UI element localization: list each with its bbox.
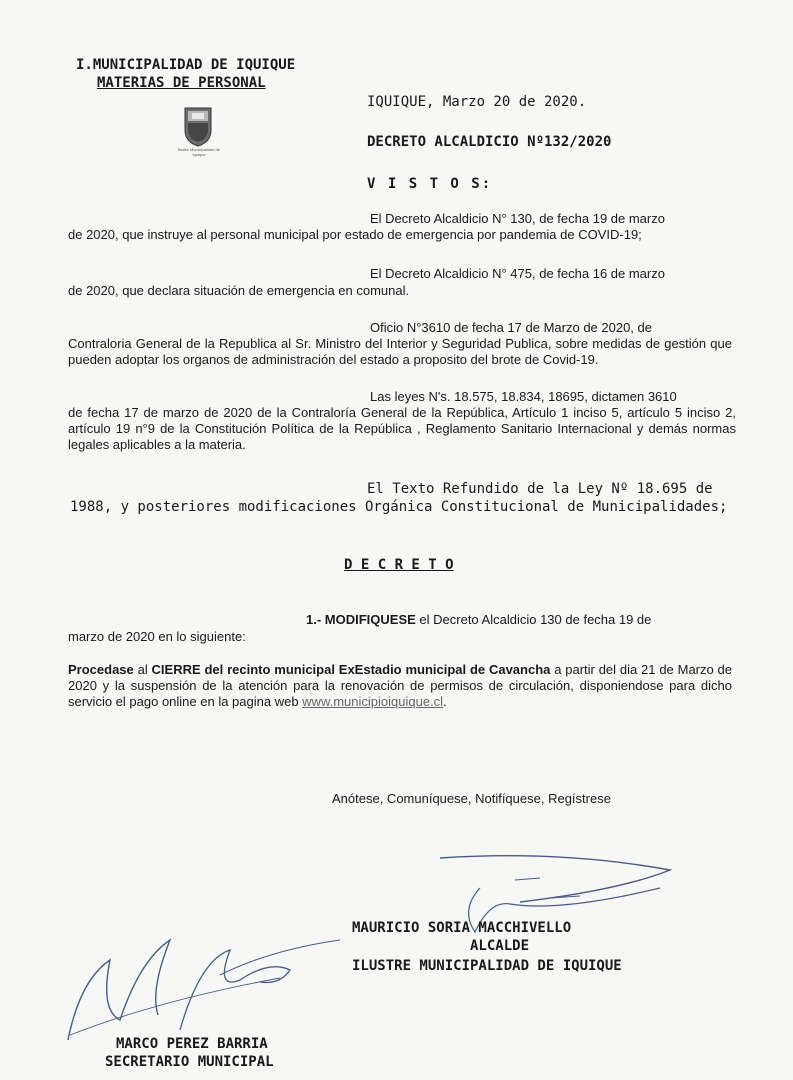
article1-first-line bbox=[306, 612, 651, 628]
article1-second-line: marzo de 2020 en lo siguiente: bbox=[68, 629, 246, 644]
procedase-closure-bold: CIERRE del recinto municipal ExEstadio municipal de Cavancha bbox=[151, 662, 551, 677]
procedase-paragraph bbox=[68, 662, 732, 710]
decree-number: DECRETO ALCALDICIO Nº132/2020 bbox=[367, 134, 612, 150]
vistos-p2-first-line: El Decreto Alcaldicio N° 475, de fecha 16 de marzo bbox=[370, 266, 665, 281]
procedase-text-1: al bbox=[133, 662, 152, 677]
vistos-p4-first-line: Las leyes N's. 18.575, 18.834, 18695, dictamen 3610 bbox=[370, 389, 677, 404]
vistos-heading: V I S T O S: bbox=[367, 176, 493, 192]
procedase-text-2: a partir del dia 21 de Marzo de 2020 y la suspensión de la atención para la renovación de permisos de circulación, disponiendose para dicho servicio el pago online en la pagina web bbox=[68, 662, 733, 709]
vistos-p5-rest: 1988, y posteriores modificaciones Orgánica Constitucional de Municipalidades; bbox=[70, 499, 728, 515]
mayor-title: ALCALDE bbox=[470, 938, 530, 954]
vistos-p5-first-line: El Texto Refundido de la Ley Nº 18.695 de bbox=[367, 481, 713, 497]
vistos-p2-rest: de 2020, que declara situación de emergencia en comunal. bbox=[68, 283, 410, 298]
secretary-signature bbox=[40, 920, 360, 1050]
vistos-p3-first-line: Oficio N°3610 de fecha 17 de Marzo de 2020, de bbox=[370, 320, 652, 335]
place-date: IQUIQUE, Marzo 20 de 2020. bbox=[367, 94, 587, 110]
vistos-p1-first-line: El Decreto Alcaldicio N° 130, de fecha 19 de marzo bbox=[370, 211, 665, 226]
secretary-title: SECRETARIO MUNICIPAL bbox=[105, 1054, 274, 1070]
procedase-end: . bbox=[443, 694, 447, 709]
procedase-lead: Procedase bbox=[68, 662, 134, 677]
department-name: MATERIAS DE PERSONAL bbox=[97, 75, 266, 91]
municipality-website-link[interactable]: www.municipioiquique.cl bbox=[302, 694, 444, 709]
institution-name: I.MUNICIPALIDAD DE IQUIQUE bbox=[76, 57, 296, 73]
seal-caption: Ilustre Municipalidad de Iquique bbox=[177, 147, 221, 157]
article1-label: 1.- MODIFIQUESE bbox=[306, 612, 416, 627]
vistos-p3-rest: Contraloria General de la Republica al Sr. Ministro del Interior y Seguridad Publica, sobre medidas de gestión que pueden adoptar los organos de administración del estado a proposito del brote de Covid-19. bbox=[68, 336, 732, 367]
decreto-heading: D E C R E T O bbox=[344, 557, 454, 573]
vistos-p1-rest: de 2020, que instruye al personal municipal por estado de emergencia por pandemia de COVID-19; bbox=[68, 227, 642, 242]
secretary-name: MARCO PEREZ BARRIA bbox=[116, 1036, 268, 1052]
article1-first-rest: el Decreto Alcaldicio 130 de fecha 19 de bbox=[415, 612, 652, 627]
closing-formula: Anótese, Comuníquese, Notifíquese, Regístrese bbox=[332, 791, 611, 806]
mayor-name: MAURICIO SORIA MACCHIVELLO bbox=[352, 920, 572, 936]
mayor-organization: ILUSTRE MUNICIPALIDAD DE IQUIQUE bbox=[352, 958, 622, 974]
vistos-p4-rest: de fecha 17 de marzo de 2020 de la Contraloría General de la República, Artículo 1 inciso 5, artículo 5 inciso 2, artículo 19 n°9 de la Constitución Política de la República , Reglamento Sanitario Internacional y demás normas legales aplicables a la materia. bbox=[68, 405, 736, 452]
